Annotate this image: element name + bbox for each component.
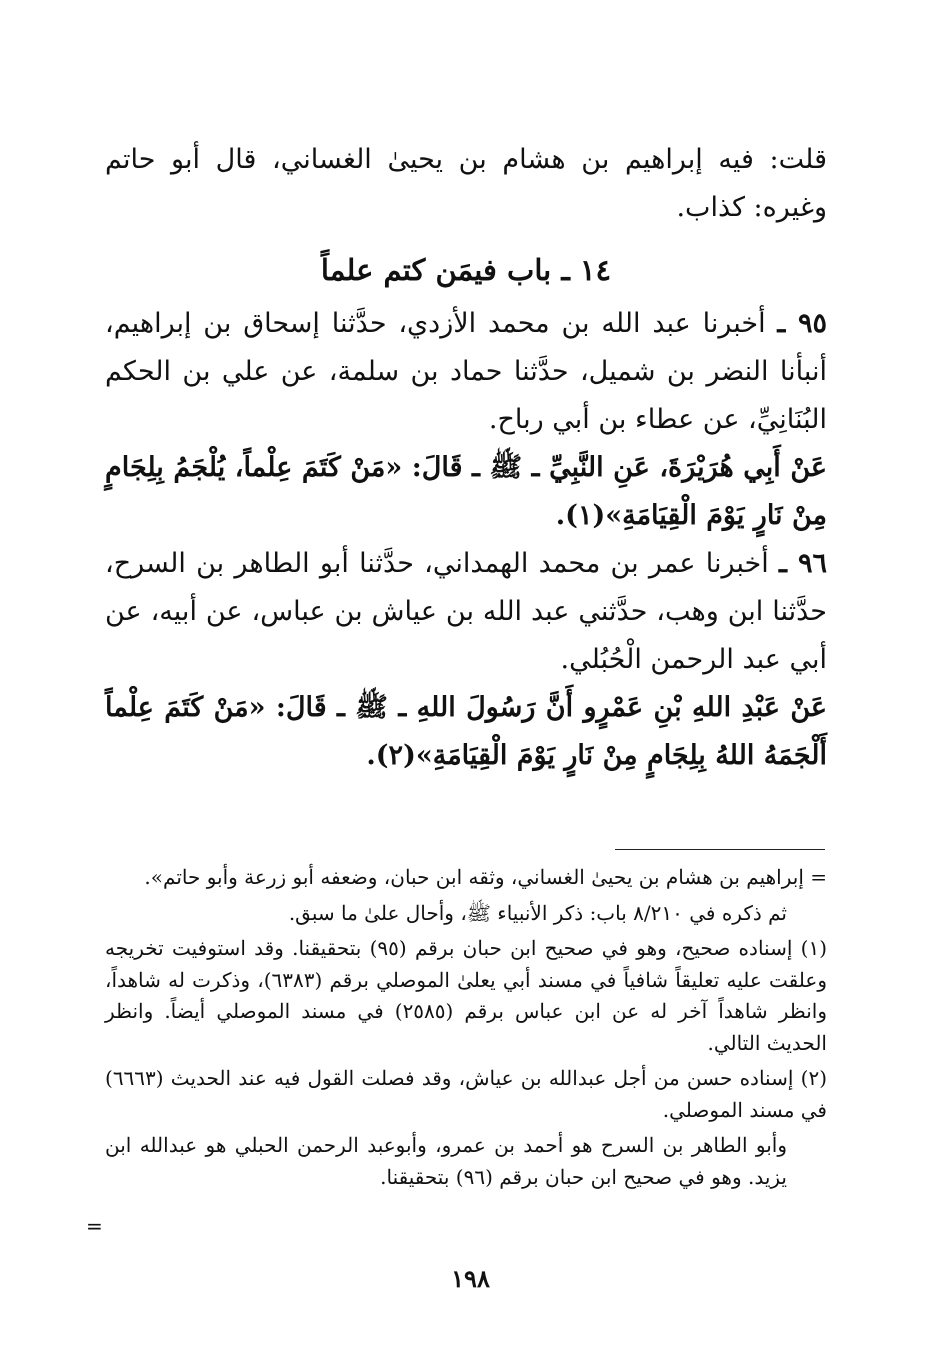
main-text bbox=[105, 136, 827, 780]
paragraph-isnad-96 bbox=[105, 540, 827, 684]
footnote-continuation-2: ثم ذكره في ٨/٢١٠ باب: ذكر الأنبياء ﷺ، وأحال علىٰ ما سبق. bbox=[288, 900, 787, 925]
paragraph-comment: قلت: فيه إبراهيم بن هشام بن يحيىٰ الغساني، قال أبو حاتم وغيره: كذاب. bbox=[105, 144, 827, 223]
isnad-95-text: أخبرنا عبد الله بن محمد الأزدي، حدَّثنا إسحاق بن إبراهيم، أنبأنا النضر بن شميل، حدَّثنا حماد بن سلمة، عن علي بن الحكم البُنَانِيِّ، عن عطاء بن أبي رباح. bbox=[105, 308, 827, 435]
continuation-mark: = bbox=[86, 1214, 103, 1238]
footnote-2-continued: وأبو الطاهر بن السرح هو أحمد بن عمرو، وأبوعبد الرحمن الحبلي هو عبدالله ابن يزيد. وهو في صحيح ابن حبان برقم (٩٦) بتحقيقنا. bbox=[105, 1133, 787, 1189]
page-number: ١٩٨ bbox=[451, 1264, 490, 1293]
chapter-heading: ١٤ ـ باب فيمَن كتم علماً bbox=[320, 253, 612, 287]
footnotes bbox=[105, 862, 827, 1197]
footnote-1: (١) إسناده صحيح، وهو في صحيح ابن حبان برقم (٩٥) بتحقيقنا. وقد استوفيت تخريجه وعلقت عليه تعليقاً شافياً في مسند أبي يعلىٰ الموصلي برقم (٦٣٨٣)، وذكرت له شاهداً، وانظر شاهداً آخر له عن ابن عباس برقم (٢٥٨٥) في مسند الموصلي أيضاً. وانظر الحديث التالي. bbox=[105, 936, 827, 1055]
paragraph-matn-95: عَنْ أَبِي هُرَيْرَةَ، عَنِ النَّبِيِّ ـ ﷺ ـ قَالَ: «مَنْ كَتَمَ عِلْماً، يُلْجَمُ بِلِجَامٍ مِنْ نَارٍ يَوْمَ الْقِيَامَةِ»(١). bbox=[105, 452, 827, 531]
footnote-continuation: = إبراهيم بن هشام بن يحيىٰ الغساني، وثقه ابن حبان، وضعفه أبو زرعة وأبو حاتم». bbox=[144, 865, 827, 889]
footnote-divider bbox=[615, 849, 825, 850]
paragraph-matn-96: عَنْ عَبْدِ اللهِ بْنِ عَمْرٍو أَنَّ رَسُولَ اللهِ ـ ﷺ ـ قَالَ: «مَنْ كَتَمَ عِلْماً أَلْجَمَهُ اللهُ بِلِجَامٍ مِنْ نَارٍ يَوْمَ الْقِيَامَةِ»(٢). bbox=[105, 692, 827, 771]
hadith-number-95: ٩٥ ـ bbox=[777, 308, 827, 339]
paragraph-isnad-95 bbox=[105, 300, 827, 444]
hadith-number-96: ٩٦ ـ bbox=[778, 548, 827, 579]
isnad-96-text: أخبرنا عمر بن محمد الهمداني، حدَّثنا أبو الطاهر بن السرح، حدَّثنا ابن وهب، حدَّثني عبد الله بن عياش بن عباس، عن أبيه، عن أبي عبد الرحمن الْحُبُلي. bbox=[105, 548, 827, 675]
footnote-2: (٢) إسناده حسن من أجل عبدالله بن عياش، وقد فصلت القول فيه عند الحديث (٦٦٦٣) في مسند الموصلي. bbox=[105, 1066, 827, 1122]
